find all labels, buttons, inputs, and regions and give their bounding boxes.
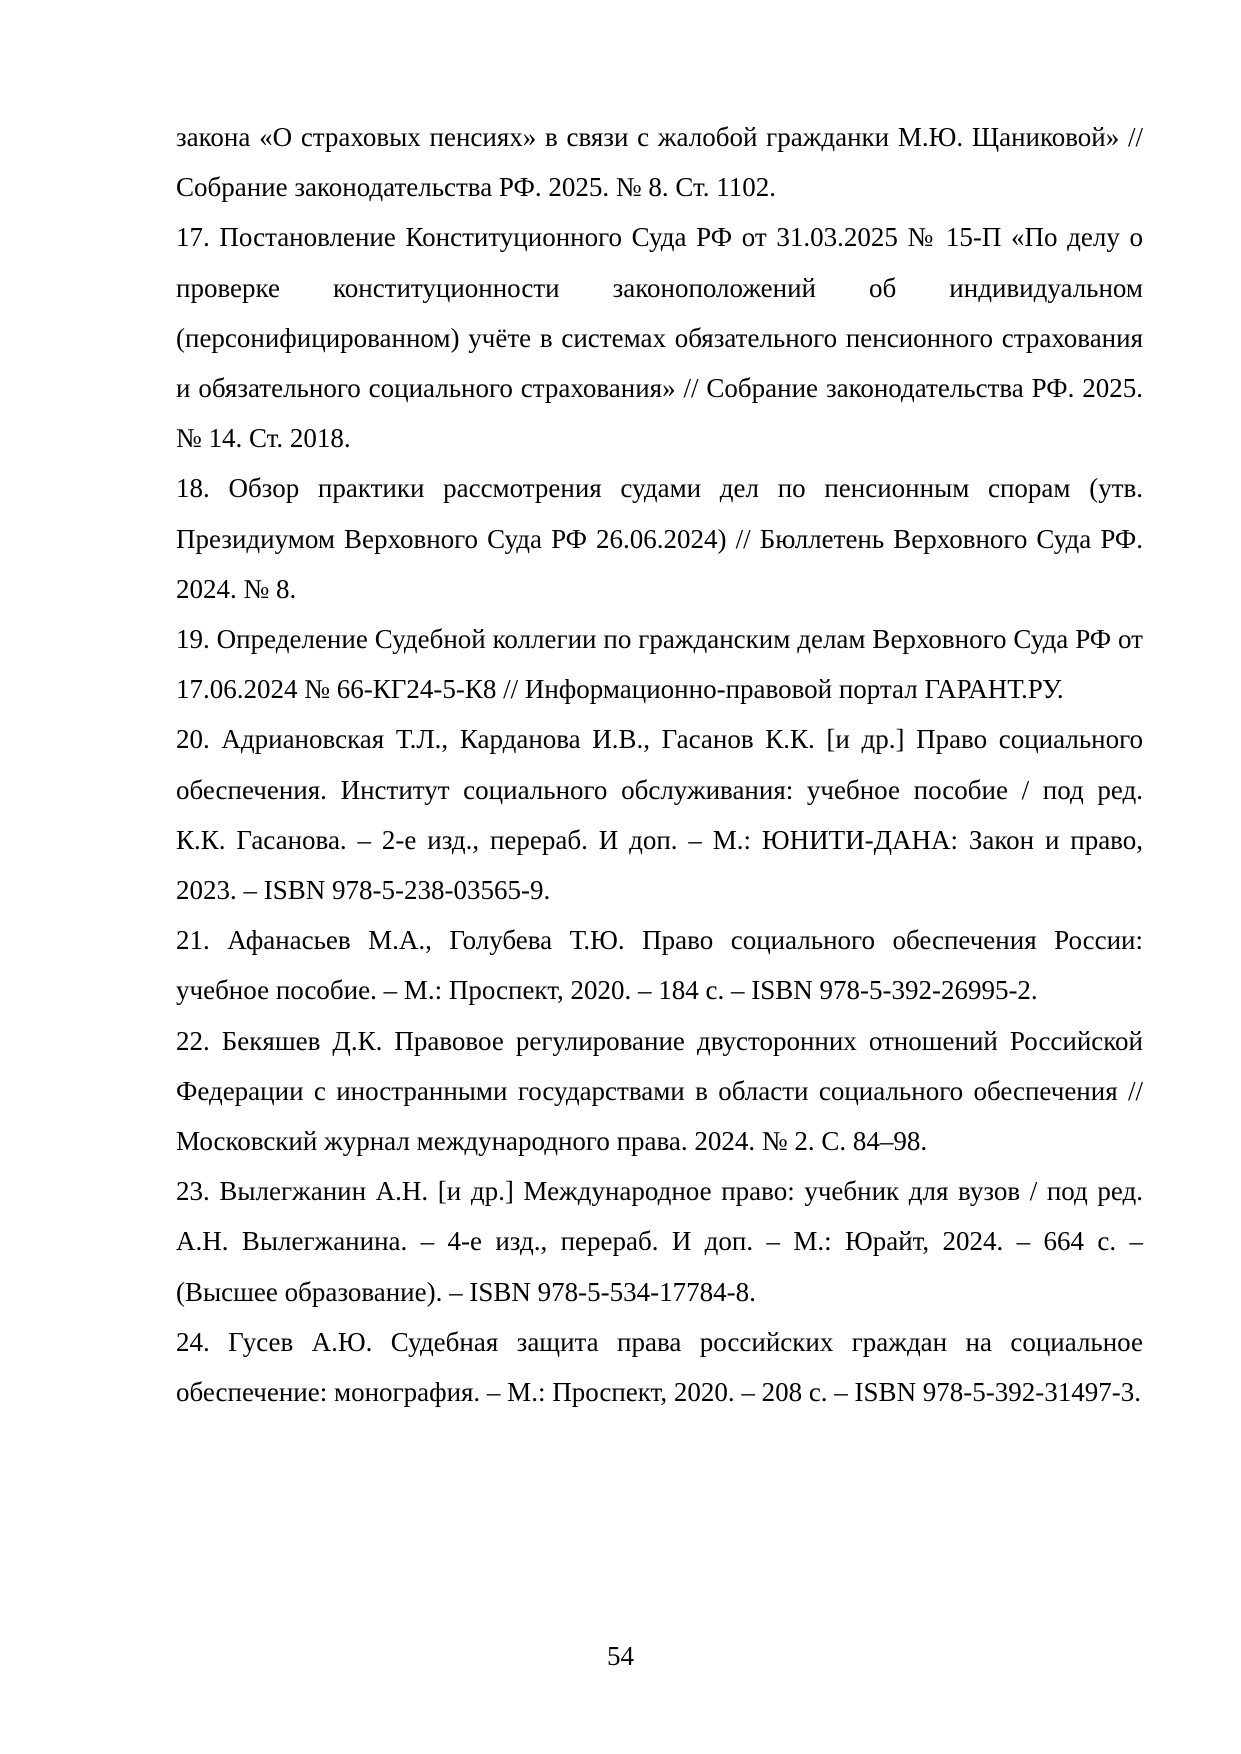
bibliography-entry-22: 22. Бекяшев Д.К. Правовое регулирование двусторонних отношений Российской Федерации с иностранными государствами в области социального обеспечения // Московский журнал международного права. 2024. № 2. С. 84–98.: [176, 1025, 1143, 1157]
bibliography-entry-19: 19. Определение Судебной коллегии по гражданским делам Верховного Суда РФ от 17.06.2024 № 66-КГ24-5-К8 // Информационно-правовой портал ГАРАНТ.РУ.: [176, 624, 1143, 705]
bibliography-entry-18: 18. Обзор практики рассмотрения судами дел по пенсионным спорам (утв. Президиумом Верховного Суда РФ 26.06.2024) // Бюллетень Верховного Суда РФ. 2024. № 8.: [176, 473, 1143, 604]
bibliography-entry-20: 20. Адриановская Т.Л., Карданова И.В., Гасанов К.К. [и др.] Право социального обеспечения. Институт социального обслуживания: учебное пособие / под ред. К.К. Гасанова. – 2-е изд., перераб. И доп. – М.: ЮНИТИ-ДАНА: Закон и право, 2023. – ISBN 978-5-238-03565-9.: [176, 724, 1143, 906]
bibliography-list: [176, 112, 1143, 1417]
bibliography-entry-24: 24. Гусев А.Ю. Судебная защита права российских граждан на социальное обеспечение: монография. – М.: Проспект, 2020. – 208 с. – ISBN 978-5-392-31497-3.: [176, 1326, 1143, 1408]
page-number: 54: [607, 1641, 634, 1671]
bibliography-entry-17: 17. Постановление Конституционного Суда РФ от 31.03.2025 № 15-П «По делу о проверке конституционности законоположений об индивидуальном (персонифицированном) учёте в системах обязательного пенсионного страхования и обязательного социального страхования» // Собрание законодательства РФ. 2025. № 14. Ст. 2018.: [176, 222, 1143, 454]
bibliography-entry-23: 23. Вылегжанин А.Н. [и др.] Международное право: учебник для вузов / под ред. А.Н. Вылегжанина. – 4-е изд., перераб. И доп. – М.: Юрайт, 2024. – 664 с. – (Высшее образование). – ISBN 978-5-534-17784-8.: [176, 1176, 1143, 1307]
bibliography-entry-16-continued: закона «О страховых пенсиях» в связи с жалобой гражданки М.Ю. Щаниковой» // Собрание законодательства РФ. 2025. № 8. Ст. 1102.: [176, 122, 1143, 203]
bibliography-entry-21: 21. Афанасьев М.А., Голубева Т.Ю. Право социального обеспечения России: учебное пособие. – М.: Проспект, 2020. – 184 с. – ISBN 978-5-392-26995-2.: [176, 925, 1143, 1006]
